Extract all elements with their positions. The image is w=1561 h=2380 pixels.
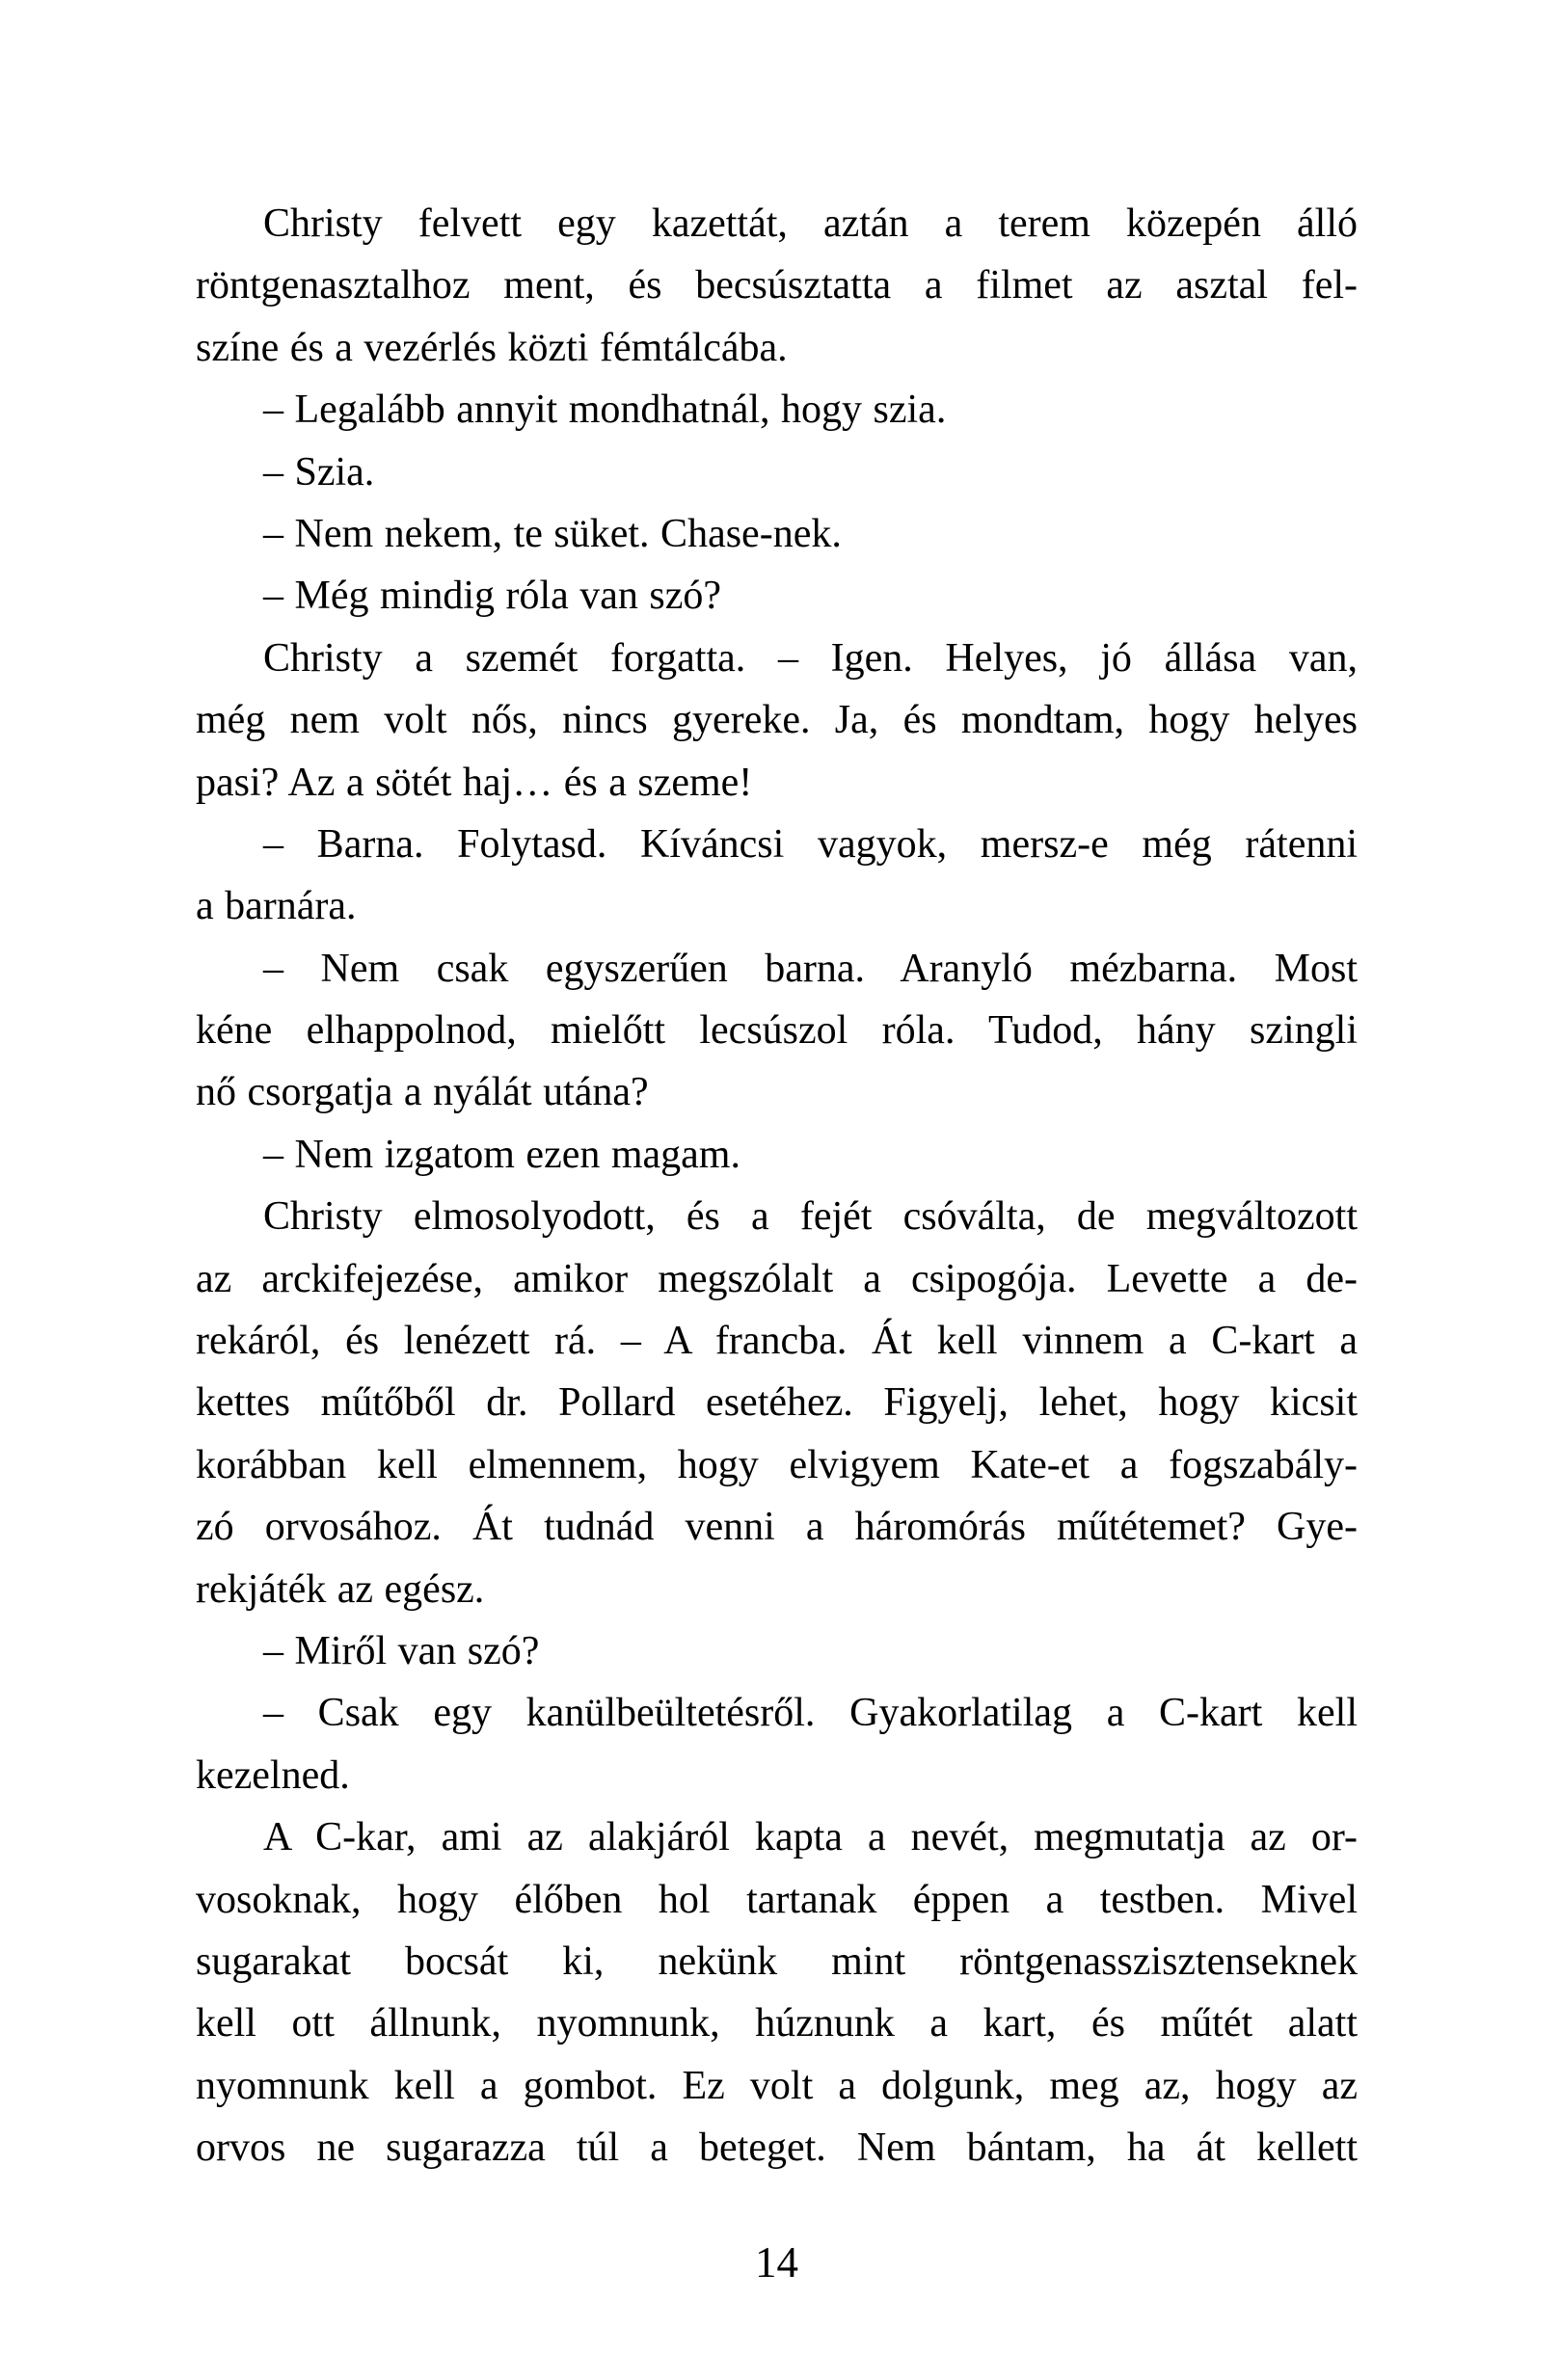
text-line: – Legalább annyit mondhatnál, hogy szia. (263, 388, 947, 433)
text-line: kezelned. (196, 1752, 350, 1798)
text-line: orvos ne sugarazza túl a beteget. Nem bántam, ha át kellett (196, 2126, 1358, 2171)
text-line: – Nem nekem, te süket. Chase-nek. (263, 511, 842, 556)
text-line: az arckifejezése, amikor megszólalt a csipogója. Levette a de- (196, 1256, 1358, 1301)
text-line: korábban kell elmennem, hogy elvigyem Kate-et a fogszabály- (196, 1442, 1358, 1487)
text-block (196, 193, 1358, 2179)
text-line: a barnára. (196, 884, 357, 929)
text-line: rekáról, és lenézett rá. – A francba. Át kell vinnem a C-kart a (196, 1319, 1358, 1364)
page-number: 14 (755, 2238, 798, 2286)
text-line: kell ott állnunk, nyomnunk, húznunk a kart, és műtét alatt (196, 2001, 1358, 2046)
text-line: röntgenasztalhoz ment, és becsúsztatta a filmet az asztal fel- (196, 263, 1358, 308)
text-line: – Barna. Folytasd. Kíváncsi vagyok, mersz-e még rátenni (263, 821, 1358, 867)
text-line: sugarakat bocsát ki, nekünk mint röntgenasszisztenseknek (196, 1939, 1358, 1984)
text-line: – Miről van szó? (263, 1628, 540, 1673)
text-line: rekjáték az egész. (196, 1566, 485, 1612)
text-line: kettes műtőből dr. Pollard esetéhez. Figyelj, lehet, hogy kicsit (196, 1380, 1358, 1426)
text-line: – Nem csak egyszerűen barna. Aranyló mézbarna. Most (263, 946, 1358, 991)
text-line: még nem volt nős, nincs gyereke. Ja, és mondtam, hogy helyes (196, 698, 1358, 743)
text-line: Christy elmosolyodott, és a fejét csóválta, de megváltozott (263, 1194, 1358, 1240)
text-line: pasi? Az a sötét haj… és a szeme! (196, 760, 753, 805)
text-line: – Csak egy kanülbeültetésről. Gyakorlatilag a C-kart kell (263, 1691, 1358, 1736)
text-line: Christy felvett egy kazettát, aztán a terem közepén álló (263, 201, 1358, 246)
text-line: nő csorgatja a nyálát utána? (196, 1070, 649, 1115)
text-line: vosoknak, hogy élőben hol tartanak éppen a testben. Mivel (196, 1877, 1358, 1922)
text-line: zó orvosához. Át tudnád venni a háromórás műtétemet? Gye- (196, 1505, 1358, 1550)
text-line: – Szia. (263, 449, 375, 495)
text-line: kéne elhappolnod, mielőtt lecsúszol róla. Tudod, hány szingli (196, 1008, 1358, 1054)
text-line: Christy a szemét forgatta. – Igen. Helyes, jó állása van, (263, 635, 1358, 681)
text-line: – Nem izgatom ezen magam. (263, 1132, 740, 1177)
text-line: nyomnunk kell a gombot. Ez volt a dolgunk, meg az, hogy az (196, 2063, 1358, 2108)
text-line: színe és a vezérlés közti fémtálcába. (196, 325, 788, 370)
text-line: – Még mindig róla van szó? (263, 574, 722, 619)
text-line: A C-kar, ami az alakjáról kapta a nevét, megmutatja az or- (263, 1815, 1358, 1860)
